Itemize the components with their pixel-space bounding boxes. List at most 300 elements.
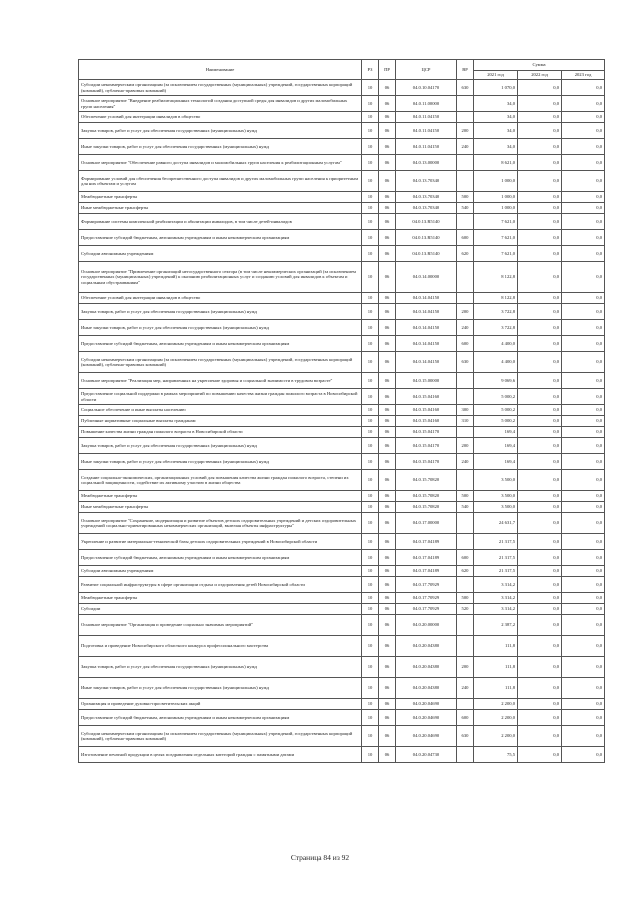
row-sum-2021: 2 200,0 [474, 726, 518, 747]
row-pr: 06 [379, 214, 396, 230]
row-rz: 10 [362, 566, 379, 577]
row-sum-2023: 0,0 [562, 304, 605, 320]
row-vr [457, 373, 474, 389]
row-sum-2022: 0,0 [518, 427, 562, 438]
row-sum-2022: 0,0 [518, 604, 562, 615]
table-row [79, 293, 605, 304]
table-row [79, 214, 605, 230]
row-csr: 04.0.15.04160 [396, 405, 457, 416]
row-sum-2023: 0,0 [562, 491, 605, 502]
row-sum-2021: 5 000,2 [474, 416, 518, 427]
row-name: Организация и проведение духовно-просветительских акций [79, 699, 362, 710]
row-sum-2023: 0,0 [562, 678, 605, 699]
row-rz: 10 [362, 513, 379, 534]
row-name: Предоставление субсидий бюджетным, автономным учреждениям и иным некоммерческим организациям [79, 336, 362, 352]
row-vr: 500 [457, 192, 474, 203]
row-pr: 06 [379, 139, 396, 155]
row-rz: 10 [362, 214, 379, 230]
row-rz: 10 [362, 171, 379, 192]
table-row [79, 502, 605, 513]
row-name: Межбюджетные трансферты [79, 192, 362, 203]
row-pr: 06 [379, 438, 396, 454]
row-sum-2021: 1 000,0 [474, 171, 518, 192]
row-pr: 06 [379, 416, 396, 427]
table-row [79, 593, 605, 604]
row-sum-2022: 0,0 [518, 320, 562, 336]
row-csr: 04.0.14.04150 [396, 336, 457, 352]
row-pr: 06 [379, 615, 396, 636]
row-sum-2021: 169,4 [474, 438, 518, 454]
row-sum-2022: 0,0 [518, 373, 562, 389]
row-vr: 240 [457, 139, 474, 155]
row-csr: 04.0.14.00000 [396, 262, 457, 293]
row-rz: 10 [362, 123, 379, 139]
row-csr: 04.0.17.04189 [396, 550, 457, 566]
row-sum-2021: 34,0 [474, 139, 518, 155]
row-sum-2022: 0,0 [518, 389, 562, 405]
table-body [79, 80, 605, 763]
row-name: Обеспечение условий для интеграции инвалидов в общество [79, 112, 362, 123]
row-rz: 10 [362, 405, 379, 416]
row-sum-2023: 0,0 [562, 726, 605, 747]
table-row [79, 389, 605, 405]
row-name: Иные закупки товаров, работ и услуг для обеспечения государственных (муниципальных) нужд [79, 454, 362, 470]
row-sum-2022: 0,0 [518, 155, 562, 171]
row-sum-2022: 0,0 [518, 112, 562, 123]
row-vr: 600 [457, 710, 474, 726]
header-2023: 2023 год [562, 71, 605, 80]
row-sum-2021: 1 000,0 [474, 192, 518, 203]
row-sum-2023: 0,0 [562, 710, 605, 726]
row-sum-2021: 34,0 [474, 112, 518, 123]
row-pr: 06 [379, 192, 396, 203]
row-vr [457, 747, 474, 763]
row-csr: 04.0.11.04150 [396, 139, 457, 155]
row-pr: 06 [379, 657, 396, 678]
table-row [79, 405, 605, 416]
row-name: Предоставление социальной поддержки в рамках мероприятий по повышению качества жизни граждан пожилого возраста в Новосибирской области [79, 389, 362, 405]
row-sum-2022: 0,0 [518, 593, 562, 604]
table-header [79, 60, 605, 80]
table-row [79, 454, 605, 470]
row-rz: 10 [362, 577, 379, 593]
row-sum-2021: 3 722,8 [474, 320, 518, 336]
table-row [79, 80, 605, 96]
row-sum-2021: 75,5 [474, 747, 518, 763]
row-name: Формирование системы комплексной реабилитации и абилитации инвалидов, в том числе детей-инвалидов [79, 214, 362, 230]
row-rz: 10 [362, 454, 379, 470]
row-vr [457, 534, 474, 550]
row-rz: 10 [362, 593, 379, 604]
row-sum-2023: 0,0 [562, 657, 605, 678]
row-vr: 630 [457, 726, 474, 747]
row-rz: 10 [362, 139, 379, 155]
row-csr: 04.0.20.04380 [396, 657, 457, 678]
table-row [79, 470, 605, 491]
row-pr: 06 [379, 534, 396, 550]
row-csr: 04.0.20.04380 [396, 678, 457, 699]
row-name: Закупка товаров, работ и услуг для обеспечения государственных (муниципальных) нужд [79, 438, 362, 454]
row-sum-2023: 0,0 [562, 470, 605, 491]
row-csr: 04.0.17.00000 [396, 513, 457, 534]
row-sum-2022: 0,0 [518, 352, 562, 373]
row-sum-2022: 0,0 [518, 550, 562, 566]
row-pr: 06 [379, 304, 396, 320]
row-vr: 300 [457, 405, 474, 416]
table-row [79, 352, 605, 373]
row-pr: 06 [379, 550, 396, 566]
row-vr: 620 [457, 566, 474, 577]
row-vr [457, 171, 474, 192]
row-sum-2022: 0,0 [518, 123, 562, 139]
row-sum-2021: 24 631,7 [474, 513, 518, 534]
table-row [79, 320, 605, 336]
table-row [79, 262, 605, 293]
table-row [79, 710, 605, 726]
row-sum-2023: 0,0 [562, 230, 605, 246]
row-pr: 06 [379, 389, 396, 405]
row-rz: 10 [362, 352, 379, 373]
row-rz: 10 [362, 304, 379, 320]
row-name: Обеспечение условий для интеграции инвалидов в общество [79, 293, 362, 304]
row-rz: 10 [362, 230, 379, 246]
row-sum-2023: 0,0 [562, 203, 605, 214]
row-sum-2023: 0,0 [562, 389, 605, 405]
row-vr: 520 [457, 604, 474, 615]
row-pr: 06 [379, 373, 396, 389]
row-sum-2021: 3 500,0 [474, 491, 518, 502]
row-sum-2022: 0,0 [518, 438, 562, 454]
table-row [79, 123, 605, 139]
row-name: Публичные нормативные социальные выплаты гражданам [79, 416, 362, 427]
row-sum-2021: 2 200,0 [474, 710, 518, 726]
row-rz: 10 [362, 389, 379, 405]
row-csr: 04.0.14.04150 [396, 293, 457, 304]
table-row [79, 139, 605, 155]
row-csr: 04.0.13.70340 [396, 171, 457, 192]
row-name: Субсидии некоммерческим организациям (за исключением государственных (муниципальных) учреждений, государственных корпораций (компаний), публично-правовых компаний) [79, 726, 362, 747]
row-vr [457, 262, 474, 293]
row-csr: 04.0.13.70340 [396, 192, 457, 203]
row-sum-2023: 0,0 [562, 96, 605, 112]
row-vr [457, 577, 474, 593]
row-sum-2021: 3 314,2 [474, 593, 518, 604]
row-name: Основное мероприятие "Реализация мер, направленных на укрепление здоровья и социальной значимости в трудовом возрасте" [79, 373, 362, 389]
header-rz: РЗ [362, 60, 379, 80]
row-name: Изготовление печатной продукции в целях поздравления отдельных категорий граждан с памятными датами [79, 747, 362, 763]
row-vr: 240 [457, 678, 474, 699]
row-vr: 540 [457, 203, 474, 214]
table-row [79, 96, 605, 112]
row-rz: 10 [362, 427, 379, 438]
row-csr: 04.0.15.04160 [396, 416, 457, 427]
row-sum-2022: 0,0 [518, 710, 562, 726]
row-pr: 06 [379, 230, 396, 246]
row-rz: 10 [362, 699, 379, 710]
row-name: Межбюджетные трансферты [79, 491, 362, 502]
row-sum-2022: 0,0 [518, 502, 562, 513]
table-row [79, 636, 605, 657]
row-name: Закупка товаров, работ и услуг для обеспечения государственных (муниципальных) нужд [79, 123, 362, 139]
row-pr: 06 [379, 80, 396, 96]
row-name: Иные закупки товаров, работ и услуг для обеспечения государственных (муниципальных) нужд [79, 139, 362, 155]
row-csr: 04.0.13.R5140 [396, 230, 457, 246]
row-pr: 06 [379, 155, 396, 171]
row-name: Субсидии автономным учреждениям [79, 566, 362, 577]
row-pr: 06 [379, 636, 396, 657]
row-sum-2021: 2 200,0 [474, 699, 518, 710]
row-rz: 10 [362, 80, 379, 96]
row-sum-2023: 0,0 [562, 513, 605, 534]
table-row [79, 416, 605, 427]
row-pr: 06 [379, 513, 396, 534]
row-sum-2023: 0,0 [562, 416, 605, 427]
row-sum-2023: 0,0 [562, 699, 605, 710]
row-name: Основное мероприятие "Внедрение реабилитационных технологий создания доступной среды для инвалидов и других маломобильных групп населения" [79, 96, 362, 112]
row-sum-2023: 0,0 [562, 427, 605, 438]
row-sum-2023: 0,0 [562, 293, 605, 304]
header-2021: 2021 год [474, 71, 518, 80]
row-csr: 04.0.14.04150 [396, 320, 457, 336]
row-vr: 200 [457, 123, 474, 139]
row-rz: 10 [362, 112, 379, 123]
table-row [79, 534, 605, 550]
table-row [79, 155, 605, 171]
row-pr: 06 [379, 246, 396, 262]
row-pr: 06 [379, 491, 396, 502]
row-csr: 04.0.14.04150 [396, 304, 457, 320]
row-sum-2023: 0,0 [562, 438, 605, 454]
header-name: Наименование [79, 60, 362, 80]
row-rz: 10 [362, 636, 379, 657]
row-vr: 600 [457, 230, 474, 246]
row-name: Формирование условий для обеспечения беспрепятственного доступа инвалидов и других маломобильных групп населения к приоритетным для них объектам и услугам [79, 171, 362, 192]
row-name: Основное мероприятие "Привлечение организаций негосударственного сектора (в том числе некоммерческих организаций (за исключением государственных (муниципальных) учреждений) к оказанию реабилитационных услуг и созданию условий для инвалидов к объектам и социальным обустраиваниям" [79, 262, 362, 293]
row-rz: 10 [362, 246, 379, 262]
row-pr: 06 [379, 454, 396, 470]
row-csr: 04.0.15.70820 [396, 502, 457, 513]
table-row [79, 615, 605, 636]
row-rz: 10 [362, 491, 379, 502]
row-sum-2021: 7 621,0 [474, 214, 518, 230]
row-sum-2022: 0,0 [518, 454, 562, 470]
page-number: Страница 84 из 92 [290, 853, 350, 862]
row-sum-2022: 0,0 [518, 262, 562, 293]
table-row [79, 747, 605, 763]
table-row [79, 513, 605, 534]
row-vr: 200 [457, 304, 474, 320]
row-sum-2023: 0,0 [562, 352, 605, 373]
row-pr: 06 [379, 123, 396, 139]
row-sum-2021: 1 070,0 [474, 80, 518, 96]
row-rz: 10 [362, 726, 379, 747]
row-vr [457, 513, 474, 534]
row-pr: 06 [379, 747, 396, 763]
row-rz: 10 [362, 155, 379, 171]
row-pr: 06 [379, 502, 396, 513]
row-sum-2021: 111,8 [474, 678, 518, 699]
row-sum-2023: 0,0 [562, 502, 605, 513]
row-vr [457, 214, 474, 230]
row-sum-2021: 7 621,0 [474, 246, 518, 262]
row-rz: 10 [362, 534, 379, 550]
row-rz: 10 [362, 373, 379, 389]
row-csr: 04.0.15.70820 [396, 470, 457, 491]
row-name: Иные закупки товаров, работ и услуг для обеспечения государственных (муниципальных) нужд [79, 678, 362, 699]
row-pr: 06 [379, 678, 396, 699]
table-row [79, 726, 605, 747]
row-csr: 04.0.13.R5140 [396, 214, 457, 230]
row-pr: 06 [379, 203, 396, 214]
row-rz: 10 [362, 336, 379, 352]
row-sum-2022: 0,0 [518, 726, 562, 747]
row-sum-2021: 4 400,0 [474, 352, 518, 373]
row-sum-2021: 169,4 [474, 427, 518, 438]
row-sum-2023: 0,0 [562, 454, 605, 470]
row-rz: 10 [362, 203, 379, 214]
row-name: Подготовка и проведение Новосибирского областного конкурса профессионального мастерства [79, 636, 362, 657]
row-csr: 04.0.11.04150 [396, 112, 457, 123]
row-sum-2021: 21 317,5 [474, 550, 518, 566]
row-pr: 06 [379, 726, 396, 747]
row-sum-2023: 0,0 [562, 747, 605, 763]
table-row [79, 304, 605, 320]
row-rz: 10 [362, 470, 379, 491]
row-name: Закупка товаров, работ и услуг для обеспечения государственных (муниципальных) нужд [79, 657, 362, 678]
row-vr [457, 699, 474, 710]
row-csr: 04.0.15.04170 [396, 427, 457, 438]
row-vr [457, 155, 474, 171]
header-vr: ВР [457, 60, 474, 80]
row-sum-2021: 111,8 [474, 636, 518, 657]
row-pr: 06 [379, 293, 396, 304]
row-csr: 04.0.20.04690 [396, 699, 457, 710]
row-name: Основное мероприятие "Обеспечение равного доступа инвалидов и маломобильных групп населения к реабилитационным услугам" [79, 155, 362, 171]
row-rz: 10 [362, 747, 379, 763]
row-sum-2023: 0,0 [562, 320, 605, 336]
row-csr: 04.0.20.04380 [396, 636, 457, 657]
row-csr: 04.0.10.04170 [396, 80, 457, 96]
row-rz: 10 [362, 438, 379, 454]
row-sum-2022: 0,0 [518, 304, 562, 320]
row-sum-2021: 8 122,8 [474, 262, 518, 293]
row-vr: 630 [457, 80, 474, 96]
row-rz: 10 [362, 678, 379, 699]
row-sum-2022: 0,0 [518, 80, 562, 96]
row-sum-2023: 0,0 [562, 566, 605, 577]
row-sum-2021: 3 314,2 [474, 604, 518, 615]
row-pr: 06 [379, 262, 396, 293]
row-sum-2022: 0,0 [518, 336, 562, 352]
row-sum-2023: 0,0 [562, 214, 605, 230]
row-pr: 06 [379, 171, 396, 192]
row-sum-2021: 21 317,5 [474, 534, 518, 550]
header-2022: 2022 год [518, 71, 562, 80]
row-sum-2021: 8 122,8 [474, 293, 518, 304]
row-name: Иные межбюджетные трансферты [79, 502, 362, 513]
row-csr: 04.0.17.70929 [396, 593, 457, 604]
row-sum-2021: 34,0 [474, 123, 518, 139]
row-sum-2022: 0,0 [518, 747, 562, 763]
row-vr [457, 389, 474, 405]
table-row [79, 373, 605, 389]
row-sum-2022: 0,0 [518, 171, 562, 192]
row-sum-2022: 0,0 [518, 214, 562, 230]
row-sum-2022: 0,0 [518, 230, 562, 246]
row-vr: 200 [457, 438, 474, 454]
row-csr: 04.0.13.70340 [396, 203, 457, 214]
row-csr: 04.0.17.04189 [396, 566, 457, 577]
row-vr [457, 615, 474, 636]
row-sum-2022: 0,0 [518, 139, 562, 155]
row-sum-2021: 3 500,0 [474, 470, 518, 491]
row-pr: 06 [379, 470, 396, 491]
row-sum-2021: 34,0 [474, 96, 518, 112]
row-sum-2022: 0,0 [518, 678, 562, 699]
row-name: Иные межбюджетные трансферты [79, 203, 362, 214]
row-csr: 04.0.20.00000 [396, 615, 457, 636]
row-sum-2022: 0,0 [518, 203, 562, 214]
row-sum-2022: 0,0 [518, 416, 562, 427]
row-name: Субсидии некоммерческим организациям (за исключением государственных (муниципальных) учреждений, государственных корпораций (компаний), публично-правовых компаний) [79, 80, 362, 96]
row-rz: 10 [362, 192, 379, 203]
row-sum-2023: 0,0 [562, 373, 605, 389]
row-sum-2023: 0,0 [562, 636, 605, 657]
row-pr: 06 [379, 577, 396, 593]
row-sum-2023: 0,0 [562, 604, 605, 615]
row-pr: 06 [379, 710, 396, 726]
row-rz: 10 [362, 615, 379, 636]
table-row [79, 657, 605, 678]
row-sum-2022: 0,0 [518, 615, 562, 636]
row-name: Укрепление и развитие материально-технической базы детских оздоровительных учреждений в Новосибирской области [79, 534, 362, 550]
row-name: Создание социально-экономических, организационных условий для повышения качества жизни граждан пожилого возраста, степени их социальной защищенности, содействие их активному участию в жизни общества [79, 470, 362, 491]
row-sum-2022: 0,0 [518, 577, 562, 593]
row-sum-2023: 0,0 [562, 171, 605, 192]
row-rz: 10 [362, 550, 379, 566]
row-rz: 10 [362, 262, 379, 293]
row-sum-2021: 9 069,6 [474, 373, 518, 389]
table-row [79, 112, 605, 123]
row-name: Предоставление субсидий бюджетным, автономным учреждениям и иным некоммерческим организациям [79, 710, 362, 726]
row-sum-2022: 0,0 [518, 566, 562, 577]
row-pr: 06 [379, 427, 396, 438]
row-sum-2021: 8 621,0 [474, 155, 518, 171]
row-vr: 600 [457, 550, 474, 566]
row-pr: 06 [379, 96, 396, 112]
row-sum-2021: 1 000,0 [474, 203, 518, 214]
table-row [79, 491, 605, 502]
row-sum-2023: 0,0 [562, 593, 605, 604]
row-name: Иные закупки товаров, работ и услуг для обеспечения государственных (муниципальных) нужд [79, 320, 362, 336]
row-sum-2021: 3 500,0 [474, 502, 518, 513]
row-sum-2023: 0,0 [562, 577, 605, 593]
row-name: Основное мероприятие "Организация и проведение социально значимых мероприятий" [79, 615, 362, 636]
row-rz: 10 [362, 293, 379, 304]
row-sum-2022: 0,0 [518, 192, 562, 203]
row-sum-2023: 0,0 [562, 139, 605, 155]
row-sum-2023: 0,0 [562, 123, 605, 139]
row-csr: 04.0.17.70929 [396, 577, 457, 593]
row-vr [457, 112, 474, 123]
row-sum-2023: 0,0 [562, 534, 605, 550]
row-sum-2021: 21 317,5 [474, 566, 518, 577]
row-rz: 10 [362, 710, 379, 726]
row-sum-2022: 0,0 [518, 636, 562, 657]
budget-table [78, 59, 605, 763]
row-rz: 10 [362, 502, 379, 513]
row-vr: 630 [457, 352, 474, 373]
